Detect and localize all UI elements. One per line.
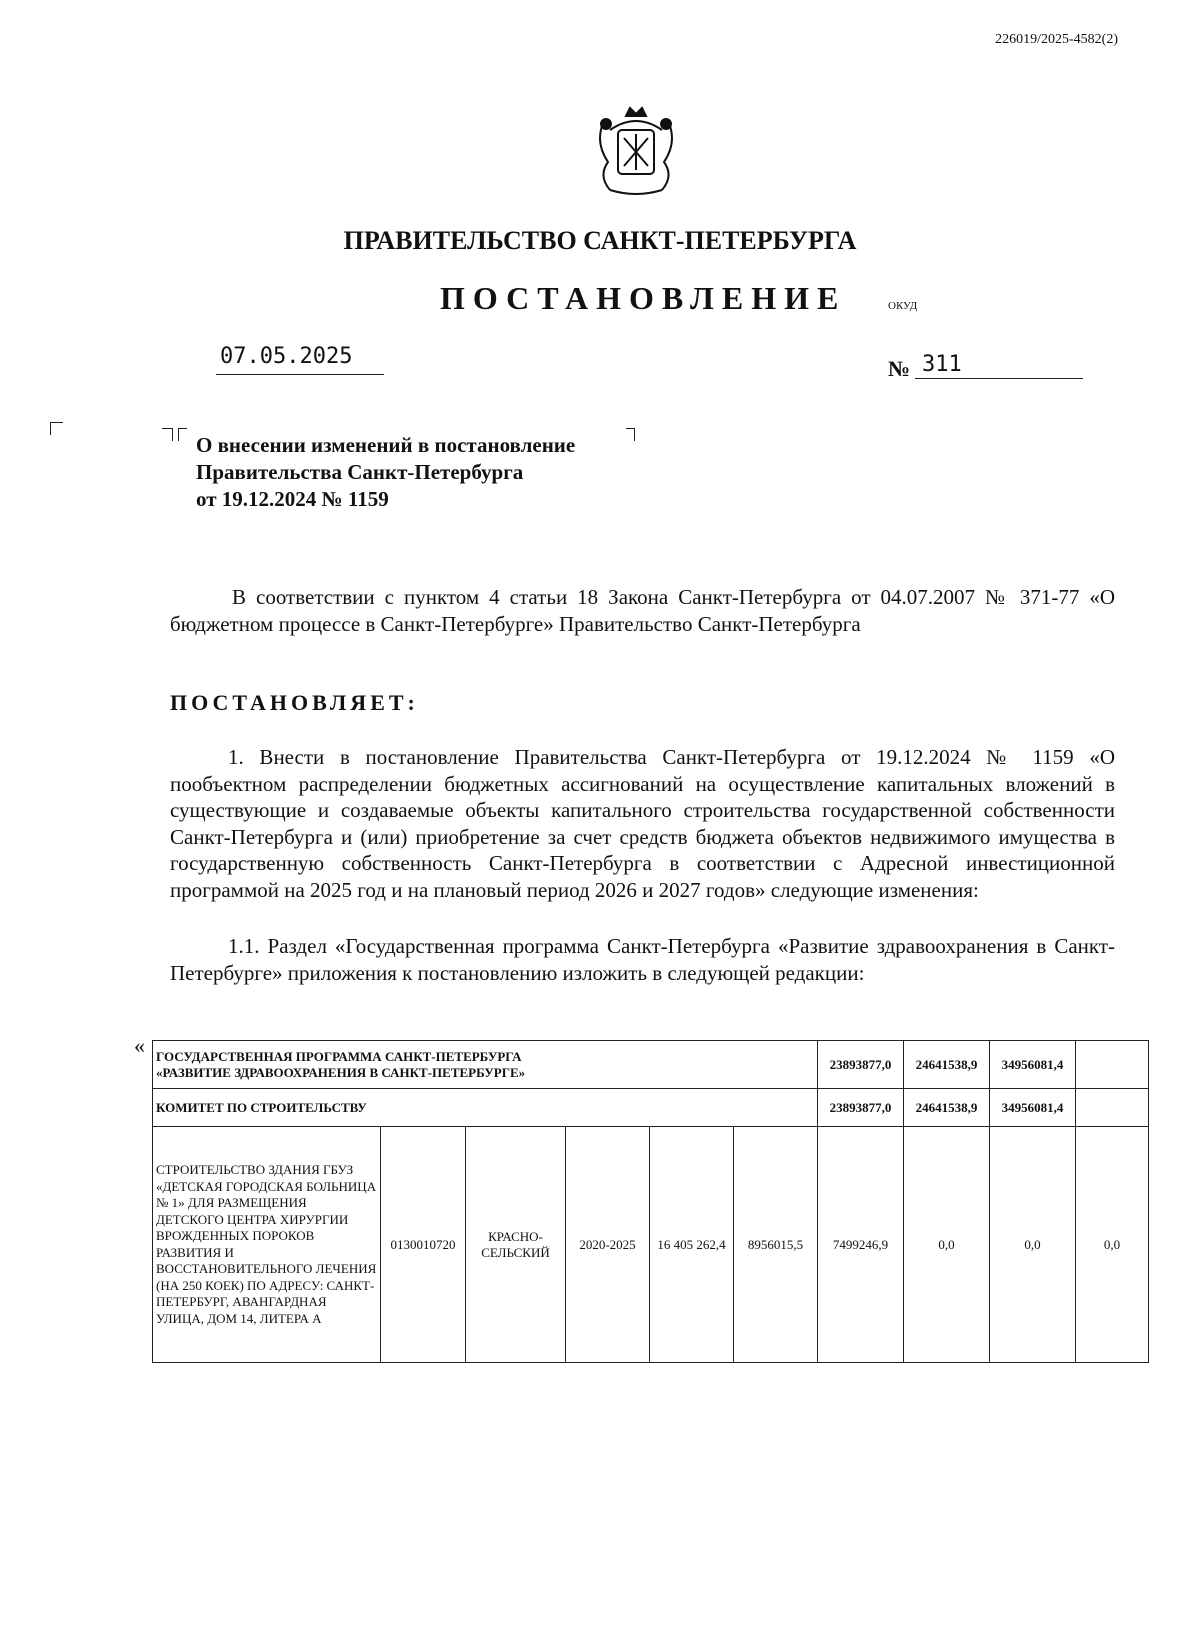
program-2026-cell: 24641538,9 [904,1041,990,1089]
object-code-cell: 0130010720 [381,1127,466,1363]
corner-mark [178,428,187,441]
object-period-cell: 2020-2025 [566,1127,650,1363]
object-cost-cell: 16 405 262,4 [650,1127,734,1363]
committee-2025-cell: 23893877,0 [818,1089,904,1127]
committee-2026-cell: 24641538,9 [904,1089,990,1127]
coat-of-arms-icon [588,104,684,200]
opening-quote: « [134,1033,145,1058]
date-underline [216,374,384,375]
document-subject [196,432,575,513]
committee-title-cell: КОМИТЕТ ПО СТРОИТЕЛЬСТВУ [153,1089,818,1127]
object-2027-cell: 0,0 [990,1127,1076,1363]
program-title-cell [153,1041,818,1089]
okud-label: ОКУД [888,300,918,312]
committee-2027-cell: 34956081,4 [990,1089,1076,1127]
corner-mark [626,428,635,441]
government-title: ПРАВИТЕЛЬСТВО САНКТ-ПЕТЕРБУРГА [343,226,857,255]
program-table [152,1040,1149,1363]
object-district-cell: КРАСНО-СЕЛЬСКИЙ [466,1127,566,1363]
registration-number: 226019/2025-4582(2) [995,32,1118,47]
number-label: № [888,356,911,381]
table-row [153,1041,1149,1089]
subject-line: Правительства Санкт-Петербурга [196,460,524,484]
corner-mark [50,422,63,435]
empty-cell [1076,1089,1149,1127]
object-2026-cell: 0,0 [904,1127,990,1363]
empty-cell [1076,1041,1149,1089]
subject-line: О внесении изменений в постановление [196,433,576,457]
program-title-line: «РАЗВИТИЕ ЗДРАВООХРАНЕНИЯ В САНКТ-ПЕТЕРБУРГЕ» [156,1064,526,1080]
resolves-heading: ПОСТАНОВЛЯЕТ: [170,690,419,715]
document-number: 311 [922,352,962,377]
program-2025-cell: 23893877,0 [818,1041,904,1089]
program-2027-cell: 34956081,4 [990,1041,1076,1089]
table-row [153,1127,1149,1363]
object-name-cell: СТРОИТЕЛЬСТВО ЗДАНИЯ ГБУЗ «ДЕТСКАЯ ГОРОДСКАЯ БОЛЬНИЦА № 1» ДЛЯ РАЗМЕЩЕНИЯ ДЕТСКОГО ЦЕНТРА ХИРУРГИИ ВРОЖДЕННЫХ ПОРОКОВ РАЗВИТИЯ И ВОССТАНОВИТЕЛЬНОГО ЛЕЧЕНИЯ (НА 250 КОЕК) ПО АДРЕСУ: САНКТ-ПЕТЕРБУРГ, АВАНГАРДНАЯ УЛИЦА, ДОМ 14, ЛИТЕРА А [153,1127,381,1363]
object-after-cell: 0,0 [1076,1127,1149,1363]
document-date: 07.05.2025 [220,344,353,369]
object-2025-cell: 7499246,9 [818,1127,904,1363]
object-financed-cell: 8956015,5 [734,1127,818,1363]
table-row [153,1089,1149,1127]
corner-mark [162,428,173,441]
program-title-line: ГОСУДАРСТВЕННАЯ ПРОГРАММА САНКТ-ПЕТЕРБУРГА [156,1048,522,1064]
item-1-paragraph: 1. Внести в постановление Правительства Санкт-Петербурга от 19.12.2024 № 1159 «О пообъектном распределении бюджетных ассигнований на осуществление капитальных вложений в существующие и создаваемые объекты капитального строительства государственной собственности Санкт-Петербурга и (или) приобретение за счет средств бюджета объектов недвижимого имущества в государственную собственность Санкт-Петербурга в соответствии с Адресной инвестиционной программой на 2025 год и на плановый период 2026 и 2027 годов» следующие изменения: [170,745,1115,902]
number-underline [915,378,1083,379]
subject-line: от 19.12.2024 № 1159 [196,487,389,511]
preamble-paragraph: В соответствии с пунктом 4 статьи 18 Закона Санкт-Петербурга от 04.07.2007 № 371-77 «О бюджетном процессе в Санкт-Петербурге» Правительство Санкт-Петербурга [170,585,1115,636]
document-type: ПОСТАНОВЛЕНИЕ [440,280,847,316]
item-1-1-paragraph: 1.1. Раздел «Государственная программа Санкт-Петербурга «Развитие здравоохранения в Санкт-Петербурге» приложения к постановлению изложить в следующей редакции: [170,934,1115,985]
